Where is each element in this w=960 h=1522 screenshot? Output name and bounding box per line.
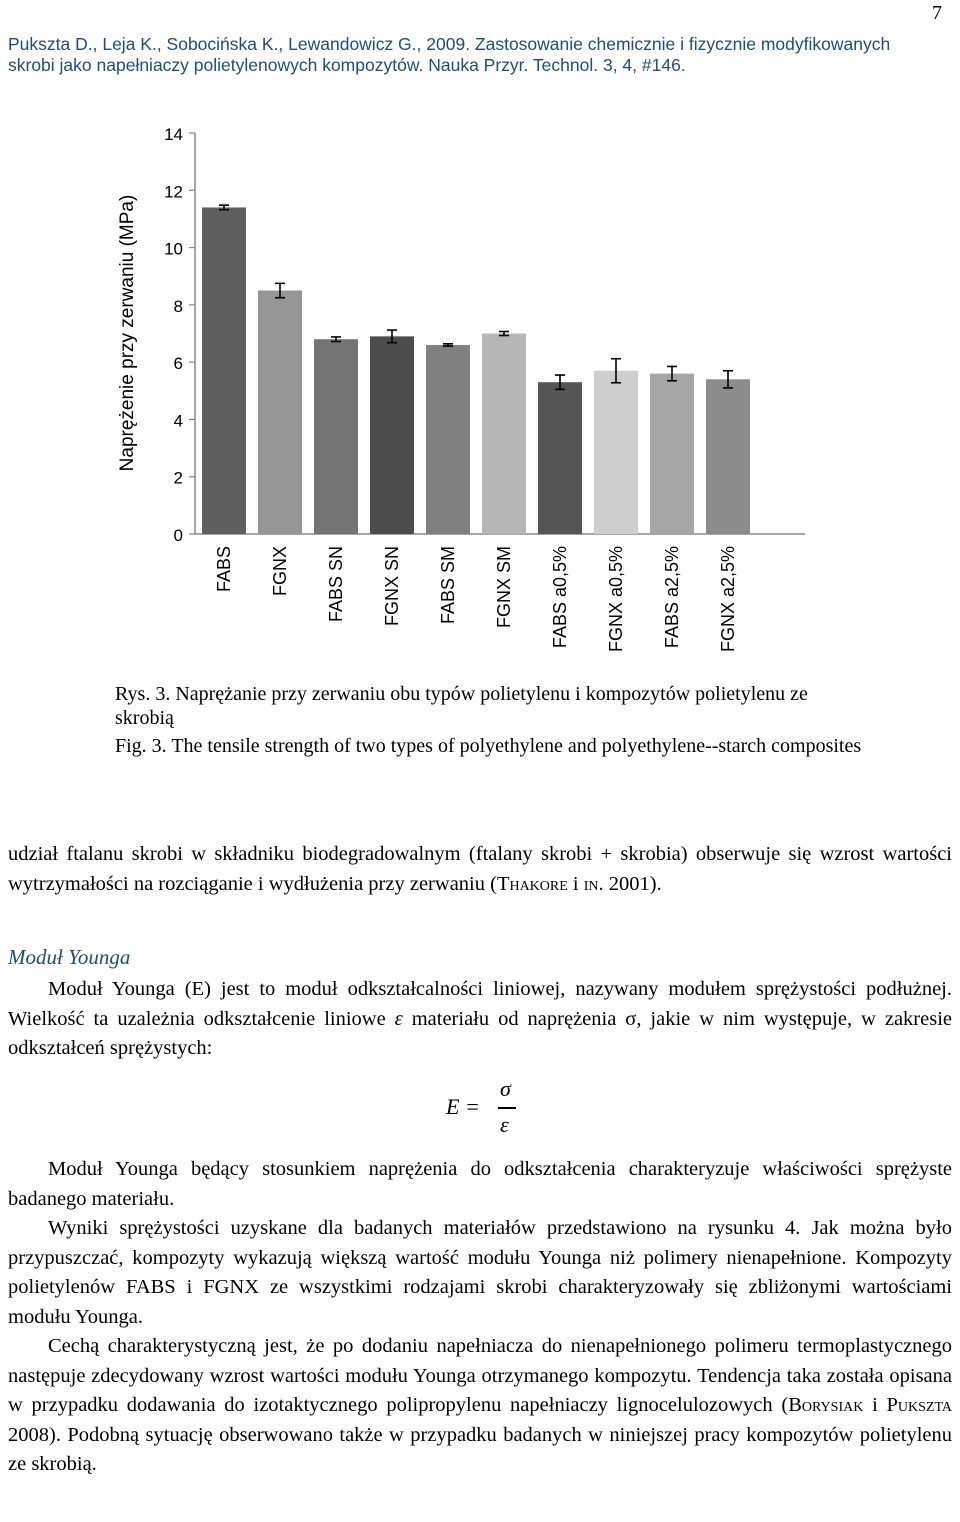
paragraph-2 — [8, 975, 952, 1064]
formula-lhs: E = — [446, 1094, 480, 1119]
y-tick-label: 4 — [173, 411, 183, 431]
caption-en-label: Fig. 3. — [115, 735, 167, 757]
bar — [594, 371, 638, 534]
paragraph-1 — [8, 840, 952, 899]
para2-epsilon: ε — [394, 1007, 403, 1030]
para2-text-a: Moduł Younga (E) jest to moduł odkształcalności liniowej, nazywany modułem sprężystości podłużnej. Wielkość ta uzależnia odkształcenie liniowe — [8, 978, 952, 1030]
para5-text-a: Cechą charakterystyczną jest, że po dodaniu napełniacza do nienapełnionego polimeru termoplastycznego następuje zdecydowany wzrost wartości modułu Younga otrzymanego kompozytu. Tendencja taka została opisana w przypadku dodawania do izotaktycznego polipropylenu napełniaczy lignocelulozowych ( — [8, 1335, 952, 1416]
bar — [258, 291, 302, 534]
figure-caption-en — [115, 734, 865, 758]
bar — [482, 334, 526, 535]
y-tick-label: 8 — [173, 296, 183, 316]
paragraph-5 — [8, 1332, 952, 1480]
citation-line-2: skrobi jako napełniaczy polietylenowych kompozytów. Nauka Przyr. Technol. 3, 4, #146. — [8, 55, 686, 75]
y-tick-label: 0 — [173, 526, 183, 545]
y-axis-title: Naprężenie przy zerwaniu (MPa) — [117, 194, 138, 472]
bar — [314, 339, 358, 534]
bar — [650, 374, 694, 534]
x-tick-label: FABS SN — [326, 546, 346, 623]
x-tick-label: FGNX a2,5% — [718, 546, 738, 653]
para1-text-c: . 2001). — [598, 872, 662, 895]
figure-caption-pl — [115, 682, 865, 730]
citation-line-1: Pukszta D., Leja K., Sobocińska K., Lewandowicz G., 2009. Zastosowanie chemicznie i fizycznie modyfikowanych — [8, 34, 891, 54]
y-tick-label: 14 — [164, 125, 183, 144]
para5-text-c: 2008). Podobną sytuację obserwowano także w przypadku badanych w niniejszej pracy kompozytów polietylenu ze skrobią. — [8, 1423, 952, 1475]
x-tick-label: FGNX SM — [494, 546, 514, 629]
x-tick-label: FABS a0,5% — [550, 546, 570, 649]
para1-in: in — [583, 872, 599, 895]
x-tick-label: FABS — [214, 546, 234, 593]
young-modulus-formula — [446, 1078, 546, 1142]
bars-group — [202, 205, 750, 534]
x-tick-label: FGNX — [270, 546, 290, 597]
para5-author-1: Borysiak — [788, 1394, 864, 1416]
y-tick-label: 10 — [164, 239, 183, 259]
para1-text-a: udział ftalanu skrobi w składniku biodegradowalnym (ftalany skrobi + skrobia) obserwuje się wzrost wartości wytrzymałości na rozciąganie i wydłużenia przy zerwaniu ( — [8, 843, 952, 895]
paragraph-4: Wyniki sprężystości uzyskane dla badanych materiałów przedstawiono na rysunku 4. Jak można było przypuszczać, kompozyty wykazują większą wartość modułu Younga niż polimery nienapełnione. Kompozyty polietylenów FABS i FGNX ze wszystkimi rodzajami skrobi charakteryzowały się zbliżonymi wartościami modułu Younga. — [8, 1217, 952, 1328]
bar — [202, 207, 246, 534]
section-heading: Moduł Younga — [8, 945, 131, 969]
x-axis-labels — [214, 546, 738, 652]
bar — [370, 336, 414, 534]
caption-pl-label: Rys. 3. — [115, 683, 171, 705]
caption-pl-text: Naprężanie przy zerwaniu obu typów polietylenu i kompozytów polietylenu ze skrobią — [115, 683, 808, 729]
page-number: 7 — [932, 2, 942, 24]
formula-fraction-bar — [498, 1107, 516, 1109]
bar — [426, 345, 470, 534]
bar — [706, 379, 750, 534]
x-tick-label: FGNX a0,5% — [606, 546, 626, 653]
formula-denominator: ε — [500, 1112, 509, 1137]
y-tick-label: 12 — [164, 182, 183, 202]
caption-en-text: The tensile strength of two types of polyethylene and polyethylene--starch composites — [171, 735, 862, 757]
paragraph-3: Moduł Younga będący stosunkiem naprężenia do odkształcenia charakteryzuje właściwości sprężyste badanego materiału. — [8, 1158, 952, 1210]
para2-text-b: materiału od naprężenia σ, jakie w nim występuje, w zakresie odkształceń sprężystych: — [8, 1007, 952, 1059]
formula-numerator: σ — [500, 1076, 511, 1101]
y-tick-label: 6 — [173, 354, 183, 374]
para1-author: Thakore — [496, 872, 568, 895]
y-tick-label: 2 — [173, 468, 183, 488]
para5-text-b: i — [863, 1394, 887, 1416]
x-tick-label: FABS SM — [438, 546, 458, 625]
x-tick-label: FABS a2,5% — [662, 546, 682, 649]
para5-author-2: Pukszta — [886, 1394, 952, 1416]
y-axis — [164, 125, 195, 545]
tensile-strength-bar-chart — [0, 0, 960, 670]
para1-text-b: i — [567, 872, 584, 895]
x-tick-label: FGNX SN — [382, 546, 402, 627]
bar — [538, 382, 582, 534]
